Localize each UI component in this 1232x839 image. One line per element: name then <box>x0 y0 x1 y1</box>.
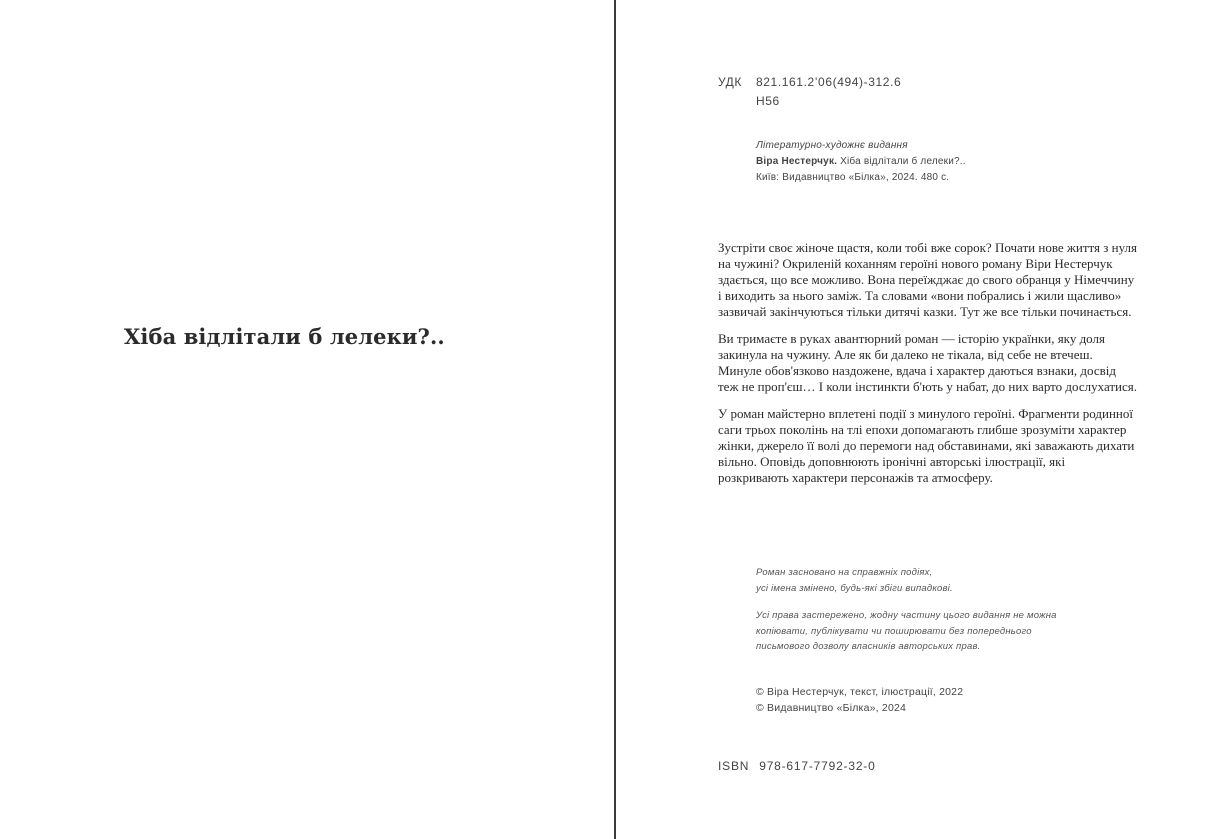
annotation <box>718 240 1138 497</box>
isbn-label: ISBN <box>718 759 750 773</box>
udk-code: 821.161.2’06(494)-312.6 <box>756 75 902 89</box>
book-title-ref: Хіба відлітали б лелеки?.. <box>837 156 966 167</box>
fiction-disclaimer: Роман засновано на справжніх подіях, усі імена змінено, будь-які збіги випадкові. <box>756 567 953 594</box>
imprint: Київ: Видавництво «Білка», 2024. 480 с. <box>756 172 950 183</box>
isbn-number: 978-617-7792-32-0 <box>759 759 876 773</box>
annotation-paragraph: Ви тримаєте в руках авантюрний роман — історію українки, яку доля закинула на чужину. Але як би далеко не тікала, від себе не втечеш. Минуле обов'язково наздожене, вдача і характер даються взнаки, досвід теж не проп'єш… І коли інстинкти б'ють у набат, до них варто дослухатися. <box>718 331 1138 394</box>
copyright-author: © Віра Нестерчук, текст, ілюстрації, 2022 <box>756 686 964 698</box>
author-mark: Н56 <box>756 94 780 108</box>
isbn <box>718 759 876 773</box>
author-name: Віра Нестерчук. <box>756 156 838 167</box>
rights-notice: Усі права застережено, жодну частину цього видання не можна копіювати, публікувати чи поширювати без попереднього письмового дозволу власників авторських прав. <box>756 610 1057 652</box>
book-title: Хіба відлітали б лелеки?.. <box>124 324 445 349</box>
author-title-line <box>756 154 966 170</box>
annotation-paragraph: Зустріти своє жіноче щастя, коли тобі вже сорок? Почати нове життя з нуля на чужині? Окриленій коханням героїні нового роману Віри Нестерчук здається, що все можливо. Вона переїжджає до свого обранця у Німеччину і виходить за нього заміж. Та словами «вони побрались і жили щасливо» зазвичай закінчуються тільки дитячі казки. Тут же все тільки починається. <box>718 240 1137 319</box>
copyright-block <box>756 684 963 716</box>
page-divider <box>614 0 616 839</box>
annotation-paragraph: У роман майстерно вплетені події з минулого героїні. Фрагменти родинної саги трьох поколінь на тлі епохи допомагають глибше зрозуміти характер жінки, джерело її волі до перемоги над обставинами, які заважають дихати вільно. Оповідь доповнюють іронічні авторські ілюстрації, які розкривають характери персонажів та атмосферу. <box>718 406 1135 485</box>
genre: Літературно-художнє видання <box>756 140 908 151</box>
copyright-publisher: © Видавництво «Білка», 2024 <box>756 702 907 714</box>
legal-notes <box>756 565 1057 667</box>
bibliographic-record <box>756 138 966 186</box>
udk-label: УДК <box>718 75 743 89</box>
udk-block <box>718 73 901 111</box>
